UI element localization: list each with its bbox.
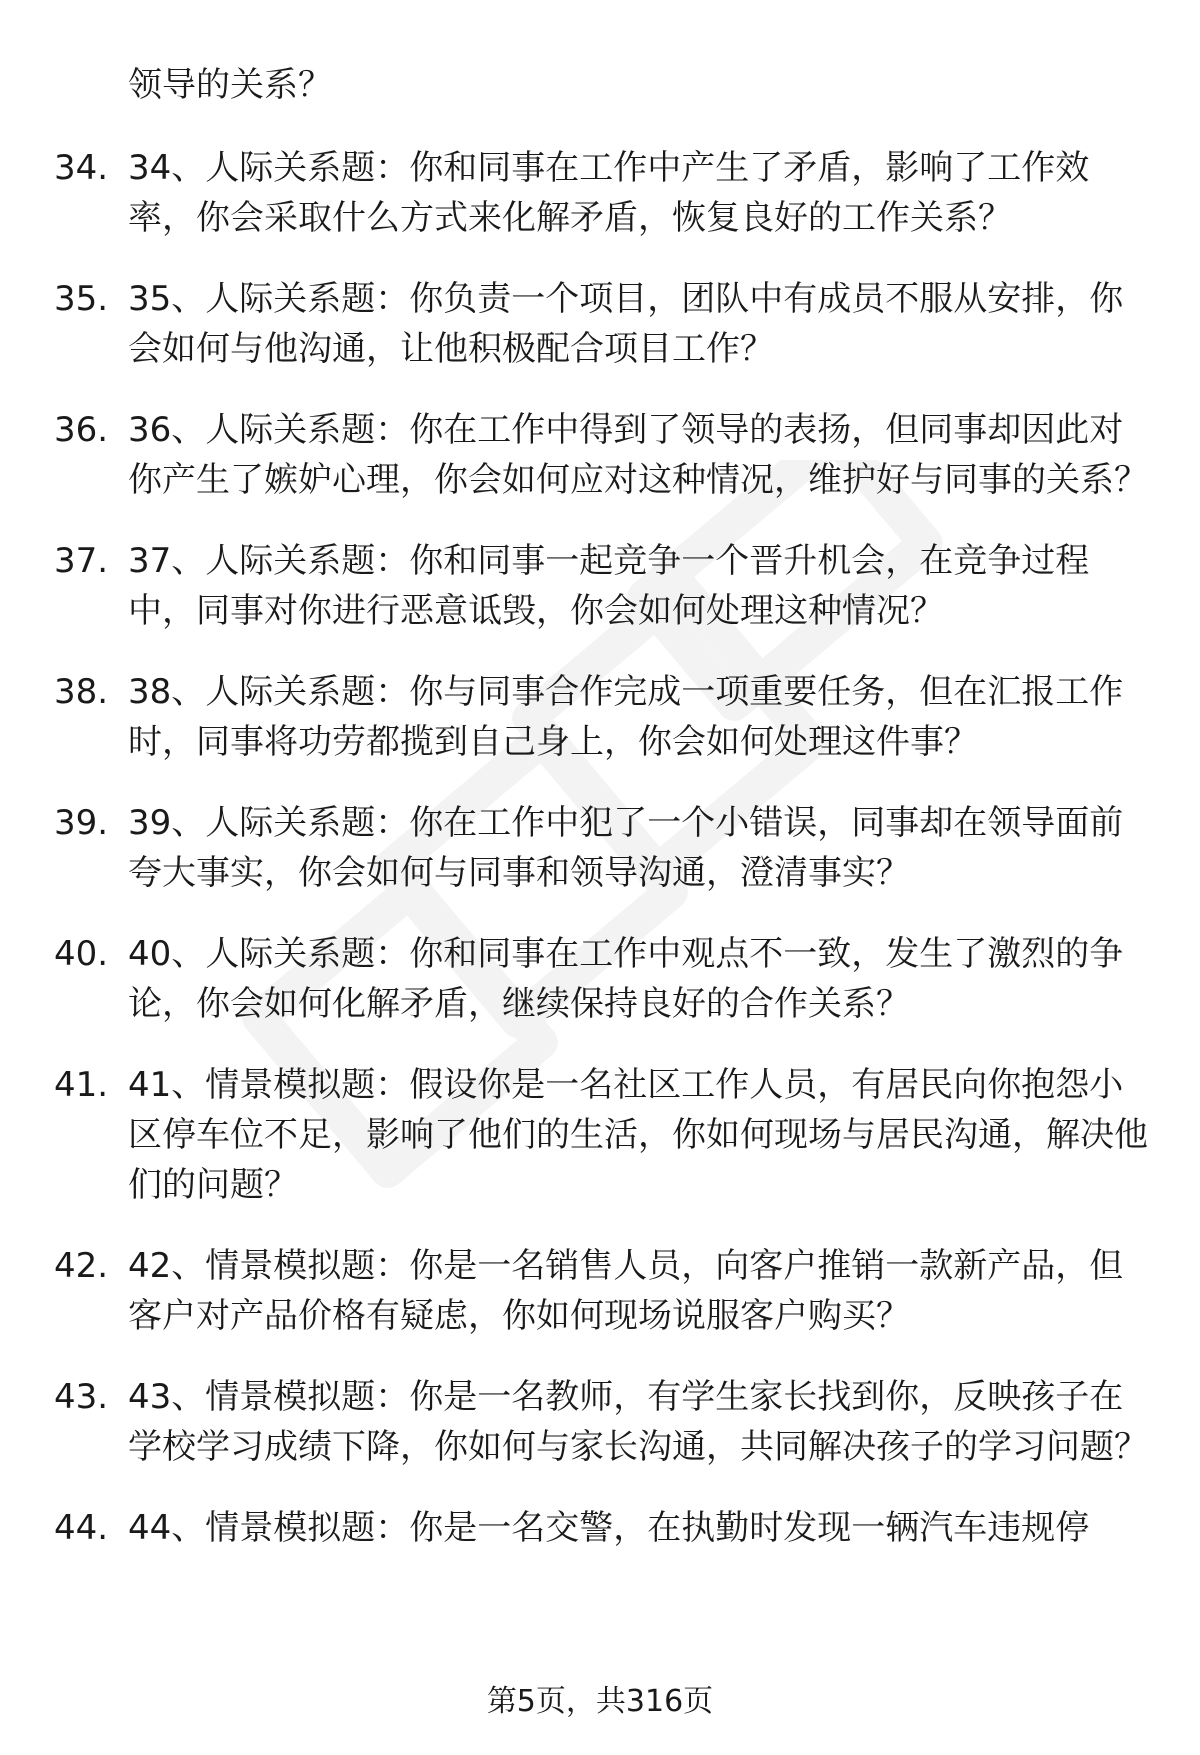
question-number: 43. [54, 1377, 109, 1417]
question-text: 34、人际关系题：你和同事在工作中产生了矛盾，影响了工作效率，你会采取什么方式来化解矛盾，恢复良好的工作关系？ [128, 148, 1090, 238]
question-number: 37. [54, 541, 109, 581]
list-item [0, 1503, 1200, 1553]
question-number: 40. [54, 934, 109, 974]
question-number: 42. [54, 1246, 109, 1286]
question-text: 41、情景模拟题：假设你是一名社区工作人员，有居民向你抱怨小区停车位不足，影响了他们的生活，你如何现场与居民沟通，解决他们的问题？ [128, 1065, 1148, 1205]
question-number: 44. [54, 1508, 109, 1548]
list-item [0, 667, 1200, 767]
list-item [0, 143, 1200, 243]
question-number: 35. [54, 279, 109, 319]
question-number: 34. [54, 148, 109, 188]
list-item [0, 1372, 1200, 1472]
question-text: 35、人际关系题：你负责一个项目，团队中有成员不服从安排，你会如何与他沟通，让他积极配合项目工作？ [128, 279, 1124, 369]
list-item [0, 405, 1200, 505]
question-number: 41. [54, 1065, 109, 1105]
question-text: 37、人际关系题：你和同事一起竞争一个晋升机会，在竞争过程中，同事对你进行恶意诋毁，你会如何处理这种情况？ [128, 541, 1090, 631]
question-text: 36、人际关系题：你在工作中得到了领导的表扬，但同事却因此对你产生了嫉妒心理，你会如何应对这种情况，维护好与同事的关系？ [128, 410, 1148, 500]
list-item [0, 1060, 1200, 1210]
question-number: 36. [54, 410, 109, 450]
list-item [0, 1241, 1200, 1341]
question-text: 43、情景模拟题：你是一名教师，有学生家长找到你，反映孩子在学校学习成绩下降，你如何与家长沟通，共同解决孩子的学习问题？ [128, 1377, 1148, 1467]
list-item [0, 274, 1200, 374]
question-text: 39、人际关系题：你在工作中犯了一个小错误，同事却在领导面前夸大事实，你会如何与同事和领导沟通，澄清事实？ [128, 803, 1124, 893]
list-item [0, 798, 1200, 898]
question-list [0, 143, 1200, 1584]
list-item [0, 536, 1200, 636]
continuation-text: 领导的关系？ [128, 65, 332, 105]
question-number: 39. [54, 803, 109, 843]
page-footer: 第5页，共316页 [486, 1684, 714, 1719]
list-item [0, 929, 1200, 1029]
question-text: 44、情景模拟题：你是一名交警，在执勤时发现一辆汽车违规停 [128, 1508, 1090, 1548]
question-text: 38、人际关系题：你与同事合作完成一项重要任务，但在汇报工作时，同事将功劳都揽到自己身上，你会如何处理这件事？ [128, 672, 1124, 762]
question-number: 38. [54, 672, 109, 712]
question-text: 40、人际关系题：你和同事在工作中观点不一致，发生了激烈的争论，你会如何化解矛盾，继续保持良好的合作关系？ [128, 934, 1124, 1024]
question-text: 42、情景模拟题：你是一名销售人员，向客户推销一款新产品，但客户对产品价格有疑虑，你如何现场说服客户购买？ [128, 1246, 1124, 1336]
